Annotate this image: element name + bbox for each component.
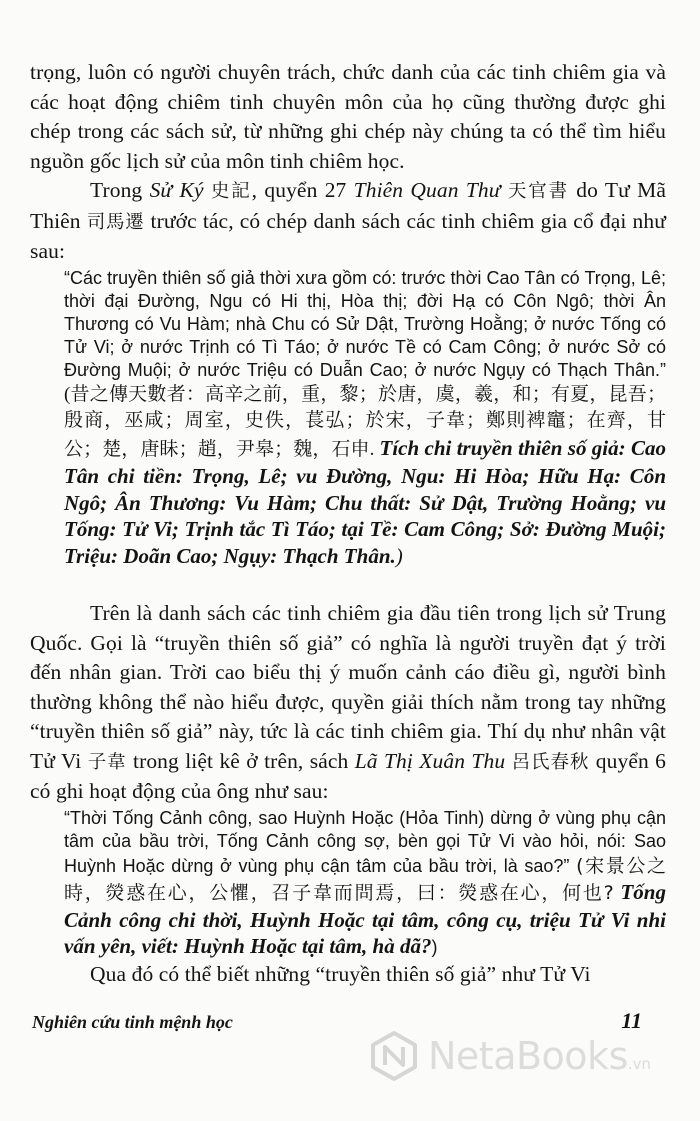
paragraph-4: Qua đó có thể biết những “truyền thiên số giả” như Tử Vi — [90, 961, 591, 986]
text: ) — [431, 937, 438, 957]
spacer — [30, 569, 666, 599]
watermark-text — [428, 1034, 651, 1078]
page-body — [30, 58, 666, 989]
text: trong liệt kê ở trên, sách — [133, 748, 355, 773]
text: trước tác, có chép danh sách các tinh chiêm gia cổ đại như sau: — [30, 208, 666, 263]
chinese-text: 司馬遷 — [86, 211, 145, 233]
book-title: Lã Thị Xuân Thu — [354, 748, 506, 773]
watermark-suffix: .vn — [627, 1055, 652, 1073]
paragraph-1: trọng, luôn có người chuyên trách, chức danh của các tinh chiêm gia và các hoạt động chiêm tinh chuyên môn của họ cũng thường được ghi chép trong các sách sử, từ những ghi chép này chúng ta có thể tìm hiểu nguồn gốc lịch sử của môn tinh chiêm học. — [30, 60, 666, 173]
transliteration: Tống Cảnh công chi thời, Huỳnh Hoặc tại tâm, công cụ, triệu Tử Vi nhi vấn yên, viết: Huỳnh Hoặc tại tâm, hà dã? — [64, 880, 666, 958]
paragraph-2 — [30, 176, 666, 267]
quote-2 — [30, 807, 666, 960]
text: Trong — [90, 178, 150, 202]
chinese-text: (宋景公之時，熒惑在心，公懼，召子韋而問焉，曰：熒惑在心，何也? — [64, 854, 666, 904]
chinese-text: 子韋 — [87, 751, 127, 773]
running-title: Nghiên cứu tinh mệnh học — [32, 1012, 233, 1032]
chinese-text: 天官書 — [507, 181, 570, 202]
transliteration: Tích chi truyền thiên số giả: Cao Tân chi tiền: Trọng, Lê; vu Đường, Ngu: Hi Hòa; Hữu Hạ: Côn Ngô; Ân Thương: Vu Hàm; Chu thất: Sử Dật, Trường Hoằng; vu Tống: Tử Vi; Trịnh tắc Tì Táo; tại Tề: Cam Công; Sở: Đường Muội; Triệu: Doãn Cao; Ngụy: Thạch Thân. — [64, 435, 666, 568]
quote-text: “Các truyền thiên số giả thời xưa gồm có: trước thời Cao Tân có Trọng, Lê; thời đại Đường, Ngu có Hi thị, Hòa thị; đời Hạ có Côn Ngô; thời Ân Thương có Vu Hàm; nhà Chu có Sử Dật, Trường Hoằng; ở nước Tống có Tử Vi; ở nước Trịnh có Tì Táo; ở nước Tề có Cam Công; ở nước Sở có Đường Muội; ở nước Triệu có Duẫn Cao; ở nước Ngụy có Thạch Thân.” — [64, 267, 666, 380]
book-title: Sử Ký — [149, 178, 204, 202]
page-number: 11 — [621, 1008, 642, 1033]
text: do Tư Mã Thiên — [30, 178, 666, 233]
chinese-text: 呂氏春秋 — [511, 751, 590, 773]
watermark-name: NetaBooks — [428, 1034, 628, 1078]
text: , quyển 27 — [251, 178, 354, 202]
chinese-text: 史記 — [210, 181, 252, 202]
chinese-text: (昔之傳天數者：高辛之前，重，黎；於唐，虞，羲，和；有夏，昆吾；殷商，巫咸；周室，史佚，萇弘；於宋，子韋；鄭則裨竈；在齊，甘公；楚，唐眛；趙，尹皋；魏，石申. — [64, 383, 666, 460]
text: ) — [395, 543, 403, 568]
book-title: Thiên Quan Thư — [353, 178, 501, 202]
watermark — [368, 1030, 651, 1082]
text: quyển 6 có ghi hoạt động của ông như sau: — [30, 748, 667, 803]
quote-1 — [30, 267, 666, 570]
paragraph-3 — [30, 599, 666, 807]
text: Trên là danh sách các tinh chiêm gia đầu tiên trong lịch sử Trung Quốc. Gọi là “truyền thiên số giả” có nghĩa là người truyền đạt ý trời đến nhân gian. Trời cao biểu thị ý muốn cảnh cáo điều gì, người bình thường không thể nào hiểu được, quyền giải thích nằm trong tay những “truyền thiên số giả” này, tức là các tinh chiêm gia. Thí dụ như nhân vật Tử Vi — [30, 601, 666, 773]
quote-text: “Thời Tống Cảnh công, sao Huỳnh Hoặc (Hỏa Tinh) dừng ở vùng phụ cận tâm của bầu trời, Tống Cảnh công sợ, bèn gọi Tử Vi vào hỏi, nói: Sao Huỳnh Hoặc dừng ở vùng phụ cận tâm của bầu trời, là sao?” — [64, 807, 666, 876]
netabooks-logo-icon — [368, 1030, 420, 1082]
